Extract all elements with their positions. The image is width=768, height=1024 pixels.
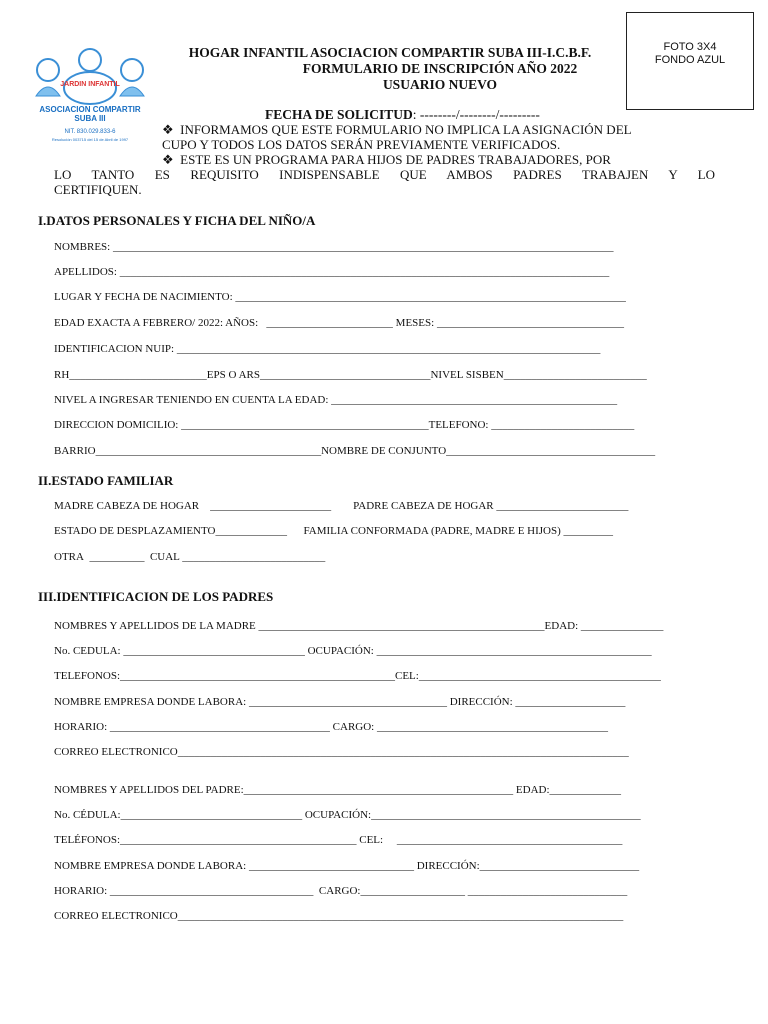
- bullet-icon: ❖: [162, 122, 174, 137]
- label: CARGO:: [318, 885, 361, 897]
- father-name-row: [54, 784, 621, 796]
- padre-cabeza-field[interactable]: ________________________: [496, 500, 629, 512]
- label: CORREO ELECTRONICO: [54, 746, 178, 758]
- request-date-label: FECHA DE SOLICITUD: [265, 107, 413, 122]
- mother-email-field[interactable]: __________________________________________________________________________________: [177, 746, 629, 758]
- mother-id-row: [54, 645, 652, 657]
- label: NOMBRE EMPRESA DONDE LABORA:: [54, 860, 247, 872]
- child-age-row: [54, 317, 624, 329]
- mother-phone-field[interactable]: __________________________________________________: [120, 670, 395, 682]
- child-address-row: [54, 419, 634, 431]
- mother-age-field[interactable]: _______________: [580, 620, 664, 632]
- notice-text: ESTE ES UN PROGRAMA PARA HIJOS DE PADRES TRABAJADORES, POR: [180, 152, 611, 167]
- label: EDAD:: [515, 784, 550, 796]
- label: NOMBRE DE CONJUNTO: [321, 445, 447, 457]
- child-level-field[interactable]: ____________________________________________________: [331, 394, 618, 406]
- family-row-2: [54, 525, 613, 537]
- label: EDAD:: [544, 620, 579, 632]
- label: APELLIDOS:: [54, 266, 117, 278]
- label: NOMBRES Y APELLIDOS DEL PADRE:: [54, 784, 244, 796]
- label: No. CÉDULA:: [54, 809, 121, 821]
- label: TELEFONO:: [428, 419, 489, 431]
- mother-id-field[interactable]: _________________________________: [123, 645, 305, 657]
- father-cel-field[interactable]: _________________________________________: [396, 834, 623, 846]
- mother-address-field[interactable]: ____________________: [515, 696, 626, 708]
- child-nombres-field[interactable]: ___________________________________________________________________________________________: [113, 241, 614, 253]
- label: ESTADO DE DESPLAZAMIENTO: [54, 525, 216, 537]
- label: OCUPACIÓN:: [307, 645, 374, 657]
- desplazamiento-field[interactable]: _____________: [215, 525, 287, 537]
- father-company-field[interactable]: ______________________________: [248, 860, 414, 872]
- header-line-3: USUARIO NUEVO: [382, 77, 498, 92]
- label: DIRECCION DOMICILIO:: [54, 419, 179, 431]
- label: BARRIO: [54, 445, 96, 457]
- label: FAMILIA CONFORMADA (PADRE, MADRE E HIJOS): [303, 525, 561, 537]
- logo-name-1: ASOCIACION COMPARTIR: [39, 105, 141, 114]
- child-conjunto-field[interactable]: ______________________________________: [446, 445, 656, 457]
- child-birth-row: [54, 291, 626, 303]
- mother-position-field[interactable]: __________________________________________: [376, 721, 608, 733]
- label: MESES:: [395, 317, 435, 329]
- label: NOMBRES Y APELLIDOS DE LA MADRE: [54, 620, 256, 632]
- notice-1-line-1: [162, 122, 632, 137]
- child-age-years-field[interactable]: _______________________: [266, 317, 393, 329]
- family-row-1: [54, 500, 628, 512]
- mother-email-row: [54, 746, 629, 758]
- mother-name-row: [54, 620, 663, 632]
- label: LUGAR Y FECHA DE NACIMIENTO:: [54, 291, 233, 303]
- mother-job-field[interactable]: __________________________________________________: [376, 645, 652, 657]
- child-eps-field[interactable]: _______________________________: [259, 369, 431, 381]
- child-sisben-field[interactable]: __________________________: [503, 369, 647, 381]
- section-2-title: II.ESTADO FAMILIAR: [38, 473, 174, 488]
- child-nuip-field[interactable]: _____________________________________________________________________________: [176, 343, 601, 355]
- father-email-field[interactable]: _________________________________________________________________________________: [177, 910, 624, 922]
- cual-field[interactable]: __________________________: [182, 551, 326, 563]
- label: HORARIO:: [54, 885, 108, 897]
- mother-name-field[interactable]: ____________________________________________________: [258, 620, 545, 632]
- child-age-months-field[interactable]: __________________________________: [436, 317, 624, 329]
- label: No. CEDULA:: [54, 645, 121, 657]
- father-job-field[interactable]: _________________________________________________: [371, 809, 641, 821]
- label: EPS O ARS: [206, 369, 260, 381]
- label: TELÉFONOS:: [54, 834, 120, 846]
- photo-line-2: FONDO AZUL: [654, 54, 726, 66]
- notice-2-line-3: CERTIFIQUEN.: [54, 182, 142, 197]
- label: NIVEL A INGRESAR TENIENDO EN CUENTA LA EDAD:: [54, 394, 329, 406]
- header-line-1: HOGAR INFANTIL ASOCIACION COMPARTIR SUBA III-I.C.B.F.: [188, 45, 592, 60]
- section-1-title: I.DATOS PERSONALES Y FICHA DEL NIÑO/A: [38, 213, 316, 228]
- child-barrio-row: [54, 445, 655, 457]
- mother-company-row: [54, 696, 625, 708]
- label: EDAD EXACTA A FEBRERO/ 2022: AÑOS:: [54, 317, 259, 329]
- child-apellidos-row: [54, 266, 609, 278]
- child-address-field[interactable]: _____________________________________________: [181, 419, 429, 431]
- label: NOMBRES:: [54, 241, 111, 253]
- notice-1-line-2: CUPO Y TODOS LOS DATOS SERÁN PREVIAMENTE VERIFICADOS.: [162, 137, 561, 152]
- father-schedule-field[interactable]: _____________________________________: [109, 885, 314, 897]
- section-3-title: III.IDENTIFICACION DE LOS PADRES: [38, 589, 274, 604]
- label: HORARIO:: [54, 721, 108, 733]
- otra-field[interactable]: __________: [89, 551, 145, 563]
- institution-logo: [30, 46, 150, 148]
- notice-text: INFORMAMOS QUE ESTE FORMULARIO NO IMPLICA LA ASIGNACIÓN DEL: [180, 122, 632, 137]
- conformada-field[interactable]: _________: [563, 525, 614, 537]
- child-health-row: [54, 369, 647, 381]
- father-id-row: [54, 809, 641, 821]
- father-name-field[interactable]: _________________________________________________: [243, 784, 514, 796]
- label: DIRECCIÓN:: [416, 860, 480, 872]
- father-id-field[interactable]: _________________________________: [120, 809, 303, 821]
- label: TELEFONOS:: [54, 670, 120, 682]
- photo-box: [626, 12, 754, 110]
- label: IDENTIFICACION NUIP:: [54, 343, 175, 355]
- family-row-3: [54, 551, 325, 563]
- request-date-value: : --------/--------/---------: [412, 107, 540, 122]
- mother-phone-row: [54, 670, 661, 682]
- child-rh-field[interactable]: _________________________: [69, 369, 207, 381]
- label: MADRE CABEZA DE HOGAR: [54, 500, 200, 512]
- label: DIRECCIÓN:: [449, 696, 513, 708]
- child-level-row: [54, 394, 617, 406]
- child-phone-field[interactable]: __________________________: [491, 419, 635, 431]
- father-phone-row: [54, 834, 622, 846]
- request-date: [265, 107, 540, 123]
- mother-cel-field[interactable]: ____________________________________________: [418, 670, 661, 682]
- label: NOMBRE EMPRESA DONDE LABORA:: [54, 696, 247, 708]
- logo-resolution: Resolución 003715 del 15 de Abril de 1997: [51, 137, 129, 142]
- notice-2-line-2: LO TANTO ES REQUISITO INDISPENSABLE QUE AMBOS PADRES TRABAJEN Y LO: [54, 167, 715, 182]
- father-address-field[interactable]: _____________________________: [479, 860, 640, 872]
- child-nombres-row: [54, 241, 614, 253]
- label: CUAL: [149, 551, 180, 563]
- logo-nit: NIT. 830.029.833-6: [64, 129, 116, 135]
- father-schedule-row: [54, 885, 627, 897]
- madre-cabeza-field[interactable]: ______________________: [210, 500, 332, 512]
- label: CEL:: [359, 834, 384, 846]
- child-barrio-field[interactable]: _________________________________________: [95, 445, 322, 457]
- child-birth-field[interactable]: _______________________________________________________________________: [235, 291, 626, 303]
- father-email-row: [54, 910, 623, 922]
- father-age-field[interactable]: _____________: [549, 784, 622, 796]
- label: PADRE CABEZA DE HOGAR: [353, 500, 494, 512]
- label: OTRA: [54, 551, 84, 563]
- logo-text: JARDIN INFANTIL: [60, 81, 120, 88]
- child-nuip-row: [54, 343, 600, 355]
- photo-line-1: FOTO 3X4: [663, 41, 717, 53]
- notice-2-line-1: [162, 152, 611, 167]
- header-line-2: FORMULARIO DE INSCRIPCIÓN AÑO 2022: [302, 61, 578, 76]
- father-position-field[interactable]: ___________________ _____________________________: [360, 885, 628, 897]
- label: RH: [54, 369, 70, 381]
- father-company-row: [54, 860, 639, 872]
- mother-schedule-field[interactable]: ________________________________________: [109, 721, 330, 733]
- label: CARGO:: [332, 721, 375, 733]
- father-phone-field[interactable]: ___________________________________________: [120, 834, 357, 846]
- label: OCUPACIÓN:: [304, 809, 372, 821]
- mother-company-field[interactable]: ____________________________________: [248, 696, 447, 708]
- label: CEL:: [395, 670, 419, 682]
- child-apellidos-field[interactable]: _________________________________________________________________________________________: [119, 266, 610, 278]
- logo-name-2: SUBA III: [74, 114, 106, 123]
- label: NIVEL SISBEN: [430, 369, 504, 381]
- bullet-icon: ❖: [162, 152, 174, 167]
- label: CORREO ELECTRONICO: [54, 910, 178, 922]
- mother-schedule-row: [54, 721, 608, 733]
